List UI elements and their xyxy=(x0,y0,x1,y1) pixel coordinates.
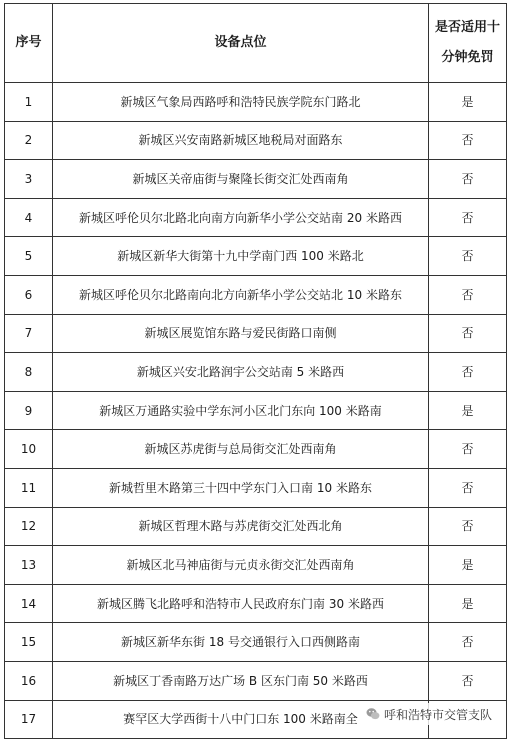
wechat-icon xyxy=(366,707,380,721)
row-number: 6 xyxy=(5,275,53,314)
row-location: 新城区兴安北路润宇公交站南 5 米路西 xyxy=(53,353,429,392)
row-number: 16 xyxy=(5,661,53,700)
row-number: 2 xyxy=(5,121,53,160)
row-number: 13 xyxy=(5,546,53,585)
table-row xyxy=(5,507,507,546)
row-number: 10 xyxy=(5,430,53,469)
row-location: 新城区北马神庙街与元贞永街交汇处西南角 xyxy=(53,546,429,585)
row-number: 9 xyxy=(5,391,53,430)
table-row xyxy=(5,121,507,160)
header-exemption-line1: 是否适用十 xyxy=(434,20,500,35)
table-row xyxy=(5,546,507,585)
row-location: 新城区新华大街第十九中学南门西 100 米路北 xyxy=(53,237,429,276)
row-location: 新城区关帝庙街与聚隆长街交汇处西南角 xyxy=(53,160,429,199)
row-number: 4 xyxy=(5,198,53,237)
row-exemption: 是 xyxy=(429,391,507,430)
row-exemption: 否 xyxy=(429,623,507,662)
table-row xyxy=(5,198,507,237)
header-exemption-line2: 分钟免罚 xyxy=(441,50,494,65)
row-exemption: 否 xyxy=(429,353,507,392)
row-location: 新城区丁香南路万达广场 B 区东门南 50 米路西 xyxy=(53,661,429,700)
row-number: 12 xyxy=(5,507,53,546)
table-header-row xyxy=(5,4,507,83)
row-exemption: 否 xyxy=(429,160,507,199)
row-location: 赛罕区大学西街十八中门口东 100 米路南全 xyxy=(53,700,429,739)
row-location: 新城区苏虎街与总局街交汇处西南角 xyxy=(53,430,429,469)
row-exemption: 否 xyxy=(429,198,507,237)
row-exemption: 是 xyxy=(429,83,507,122)
row-exemption: 否 xyxy=(429,468,507,507)
row-location: 新城区哲理木路与苏虎街交汇处西北角 xyxy=(53,507,429,546)
table-row xyxy=(5,314,507,353)
row-exemption: 否 xyxy=(429,275,507,314)
row-number: 7 xyxy=(5,314,53,353)
device-location-table xyxy=(4,3,507,739)
row-location: 新城区呼伦贝尔北路南向北方向新华小学公交站北 10 米路东 xyxy=(53,275,429,314)
row-location: 新城区气象局西路呼和浩特民族学院东门路北 xyxy=(53,83,429,122)
row-exemption: 是 xyxy=(429,584,507,623)
table-row xyxy=(5,623,507,662)
header-ten-minute-exemption xyxy=(429,4,507,83)
row-exemption: 否 xyxy=(429,237,507,276)
table-row xyxy=(5,430,507,469)
row-exemption: 否 xyxy=(429,314,507,353)
row-location: 新城区新华东街 18 号交通银行入口西侧路南 xyxy=(53,623,429,662)
watermark-text: 呼和浩特市交管支队 xyxy=(384,707,493,722)
row-location: 新城区万通路实验中学东河小区北门东向 100 米路南 xyxy=(53,391,429,430)
table-row xyxy=(5,275,507,314)
watermark xyxy=(362,703,496,725)
header-serial-number: 序号 xyxy=(5,4,53,83)
row-location: 新城区展览馆东路与爱民街路口南侧 xyxy=(53,314,429,353)
row-number: 8 xyxy=(5,353,53,392)
row-exemption: 否 xyxy=(429,121,507,160)
row-number: 5 xyxy=(5,237,53,276)
table-row xyxy=(5,468,507,507)
row-exemption: 否 xyxy=(429,661,507,700)
row-number: 1 xyxy=(5,83,53,122)
row-location: 新城区腾飞北路呼和浩特市人民政府东门南 30 米路西 xyxy=(53,584,429,623)
row-number: 15 xyxy=(5,623,53,662)
header-device-location: 设备点位 xyxy=(53,4,429,83)
row-exemption: 否 xyxy=(429,507,507,546)
row-exemption: 否 xyxy=(429,430,507,469)
row-number: 14 xyxy=(5,584,53,623)
row-number: 17 xyxy=(5,700,53,739)
table-row xyxy=(5,83,507,122)
table-row xyxy=(5,160,507,199)
row-number: 11 xyxy=(5,468,53,507)
row-location: 新城区兴安南路新城区地税局对面路东 xyxy=(53,121,429,160)
row-exemption: 是 xyxy=(429,546,507,585)
table-row xyxy=(5,391,507,430)
table-row xyxy=(5,584,507,623)
row-location: 新城区呼伦贝尔北路北向南方向新华小学公交站南 20 米路西 xyxy=(53,198,429,237)
table-row xyxy=(5,661,507,700)
table-row xyxy=(5,237,507,276)
row-location: 新城哲里木路第三十四中学东门入口南 10 米路东 xyxy=(53,468,429,507)
table-row xyxy=(5,353,507,392)
row-number: 3 xyxy=(5,160,53,199)
